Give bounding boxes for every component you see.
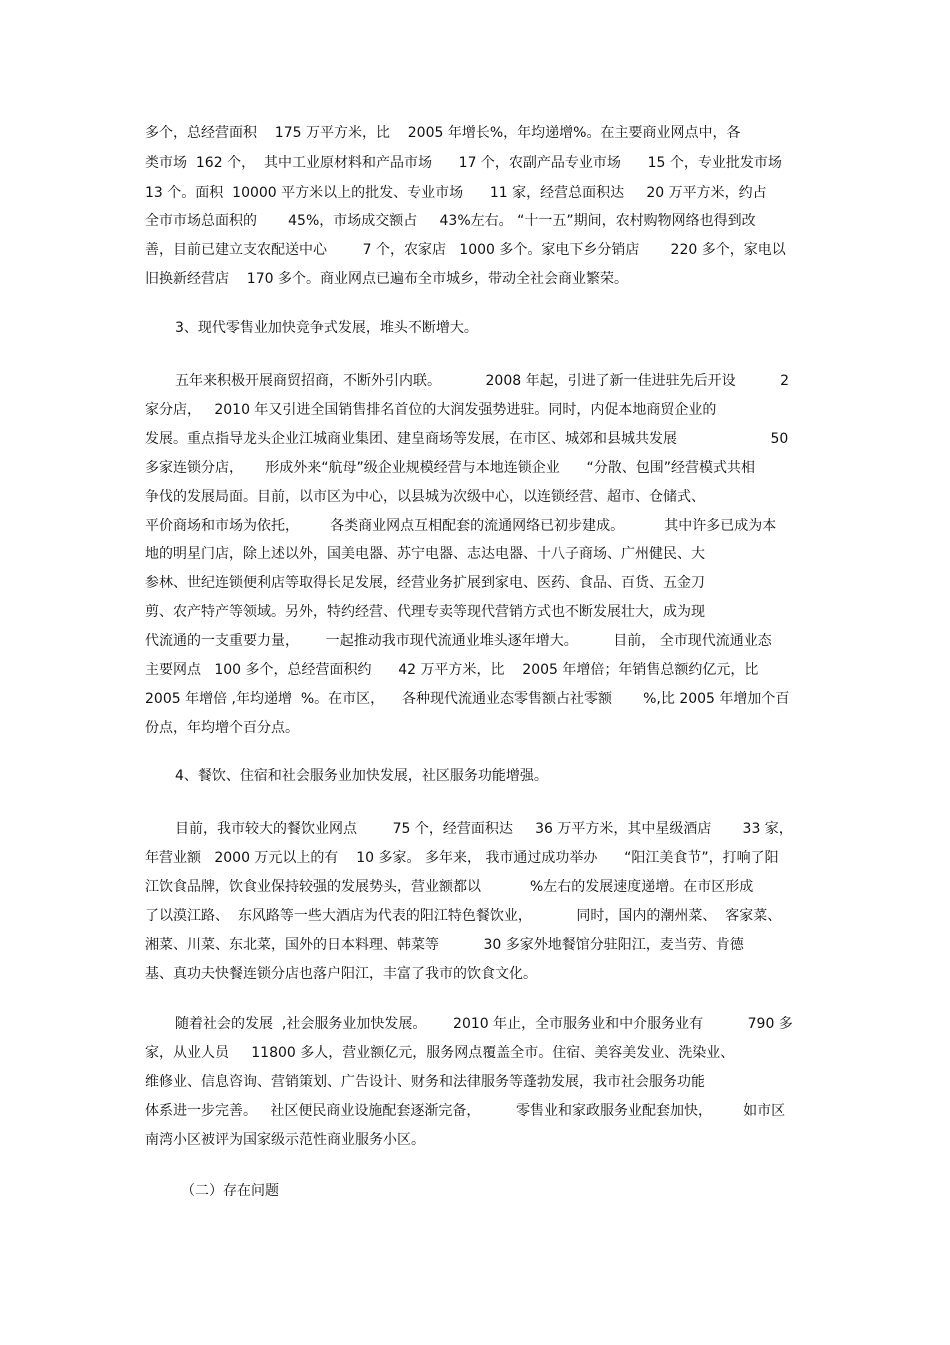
paragraph-line: 争伐的发展局面。目前，以市区为中心，以县城为次级中心，以连锁经营、超市、仓储式、 (145, 489, 705, 505)
paragraph-line: 13 个。面积 10000 平方米以上的批发、专业市场 11 家，经营总面积达 20 万平方米，约占 (145, 185, 767, 201)
section-heading: 3、现代零售业加快竞争式发展，堆头不断增大。 (175, 320, 478, 336)
paragraph-line: 剪、农产特产等领域。另外，特约经营、代理专卖等现代营销方式也不断发展壮大，成为现 (145, 604, 705, 620)
paragraph-line: 维修业、信息咨询、营销策划、广告设计、财务和法律服务等蓬勃发展，我市社会服务功能 (145, 1074, 705, 1090)
paragraph-line: 江饮食品牌，饮食业保持较强的发展势头，营业额都以 %左右的发展速度递增。在市区形成 (145, 879, 754, 895)
paragraph-line: 发展。重点指导龙头企业江城商业集团、建皇商场等发展，在市区、城郊和县城共发展 50 (145, 431, 789, 447)
paragraph-line: 基、真功夫快餐连锁分店也落户阳江，丰富了我市的饮食文化。 (145, 966, 537, 982)
paragraph-line: 地的明星门店，除上述以外，国美电器、苏宁电器、志达电器、十八子商场、广州健民、大 (145, 546, 705, 562)
paragraph-line: 家，从业人员 11800 多人，营业额亿元，服务网点覆盖全市。住宿、美容美发业、洗染业、 (145, 1045, 735, 1061)
paragraph-line: 多家连锁分店， 形成外来“航母”级企业规模经营与本地连锁企业 “分散、包围”经营模式共相 (145, 460, 755, 476)
paragraph-line: 年营业额 2000 万元以上的有 10 多家。 多年来， 我市通过成功举办 “阳江美食节”，打响了阳 (145, 850, 779, 866)
paragraph-line: 善，目前已建立支农配送中心 7 个，农家店 1000 多个。家电下乡分销店 220 多个，家电以 (145, 242, 786, 258)
section-heading: 4、餐饮、住宿和社会服务业加快发展，社区服务功能增强。 (175, 768, 548, 784)
paragraph-line: 体系进一步完善。 社区便民商业设施配套逐渐完备， 零售业和家政服务业配套加快， 如市区 (145, 1103, 786, 1119)
paragraph-line: 类市场 162 个， 其中工业原材料和产品市场 17 个，农副产品专业市场 15 个，专业批发市场 (145, 155, 782, 171)
paragraph-line: 随着社会的发展 ,社会服务业加快发展。 2010 年止，全市服务业和中介服务业有 790 多 (175, 1016, 793, 1032)
paragraph-line: 目前，我市较大的餐饮业网点 75 个，经营面积达 36 万平方米，其中星级酒店 33 家， (175, 821, 793, 837)
paragraph-line: 参林、世纪连锁便利店等取得长足发展，经营业务扩展到家电、医药、食品、百货、五金刀 (145, 575, 705, 591)
paragraph-line: 五年来积极开展商贸招商，不断外引内联。 2008 年起，引进了新一佳进驻先后开设 2 (175, 373, 789, 389)
paragraph-line: 2005 年增倍 ,年均递增 %。在市区， 各种现代流通业态零售额占社零额 %,比 2005 年增加个百 (145, 691, 790, 707)
paragraph-line: 多个，总经营面积 175 万平方米，比 2005 年增长%，年均递增%。在主要商业网点中，各 (145, 125, 741, 141)
paragraph-line: 代流通的一支重要力量， 一起推动我市现代流通业堆头逐年增大。 目前， 全市现代流通业态 (145, 633, 772, 649)
paragraph-line: 家分店， 2010 年又引进全国销售排名首位的大润发强势进驻。同时，内促本地商贸企业的 (145, 402, 717, 418)
paragraph-line: 旧换新经营店 170 多个。商业网点已遍布全市城乡，带动全社会商业繁荣。 (145, 271, 628, 287)
paragraph-line: 全市市场总面积的 45%，市场成交额占 43%左右。 “十一五”期间，农村购物网络也得到改 (145, 213, 756, 229)
paragraph-line: 主要网点 100 多个，总经营面积约 42 万平方米，比 2005 年增倍；年销售总额约亿元，比 (145, 662, 759, 678)
section-heading: （二）存在问题 (181, 1183, 279, 1199)
paragraph-line: 南湾小区被评为国家级示范性商业服务小区。 (145, 1132, 425, 1148)
paragraph-line: 了以漠江路、 东风路等一些大酒店为代表的阳江特色餐饮业， 同时，国内的潮州菜、 客家菜、 (145, 908, 782, 924)
paragraph-line: 湘菜、川菜、东北菜，国外的日本料理、韩菜等 30 多家外地餐馆分驻阳江，麦当劳、肯德 (145, 937, 744, 953)
paragraph-line: 平价商场和市场为依托， 各类商业网点互相配套的流通网络已初步建成。 其中许多已成为本 (145, 518, 777, 534)
paragraph-line: 份点，年均增个百分点。 (145, 720, 299, 736)
